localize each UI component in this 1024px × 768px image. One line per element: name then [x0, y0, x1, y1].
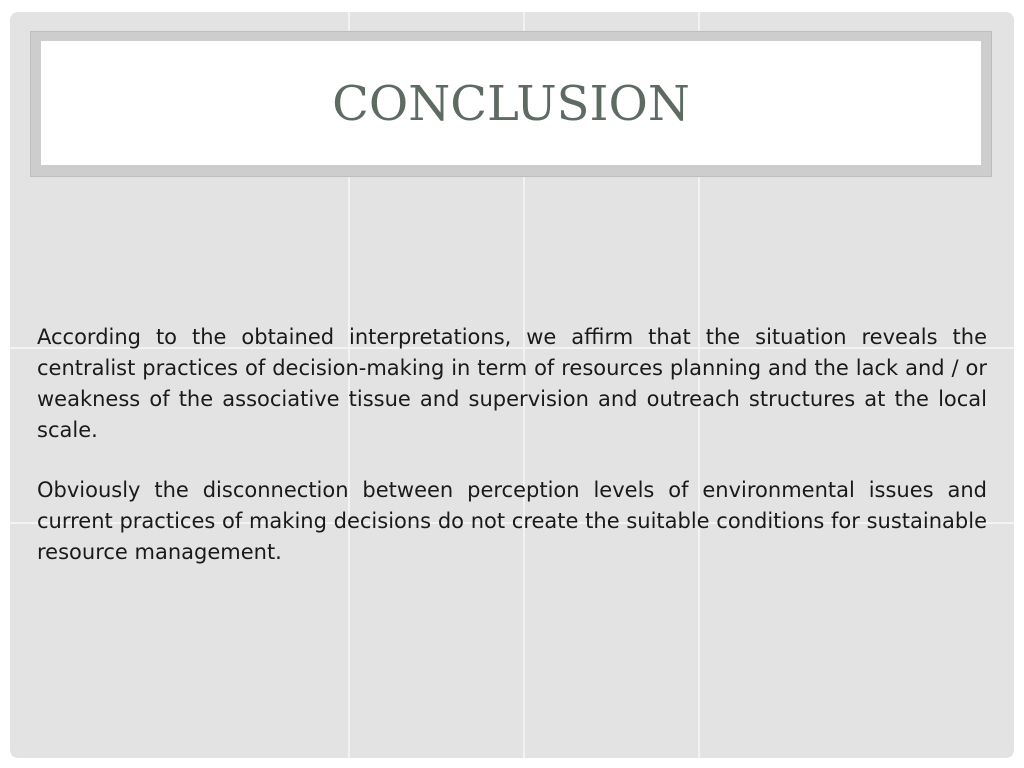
slide	[10, 12, 1014, 758]
title-frame	[30, 31, 992, 177]
body-paragraph-2: Obviously the disconnection between perception levels of environmental issues and current practices of making decisions do not create the suitable conditions for sustainable resource management.	[37, 478, 987, 564]
title-box	[41, 41, 981, 165]
slide-body	[37, 322, 987, 597]
body-paragraph-1: According to the obtained interpretations, we affirm that the situation reveals the centralist practices of decision-making in term of resources planning and the lack and / or weakness of the associative tissue and supervision and outreach structures at the local scale.	[37, 325, 987, 442]
slide-title: CONCLUSION	[332, 76, 690, 132]
